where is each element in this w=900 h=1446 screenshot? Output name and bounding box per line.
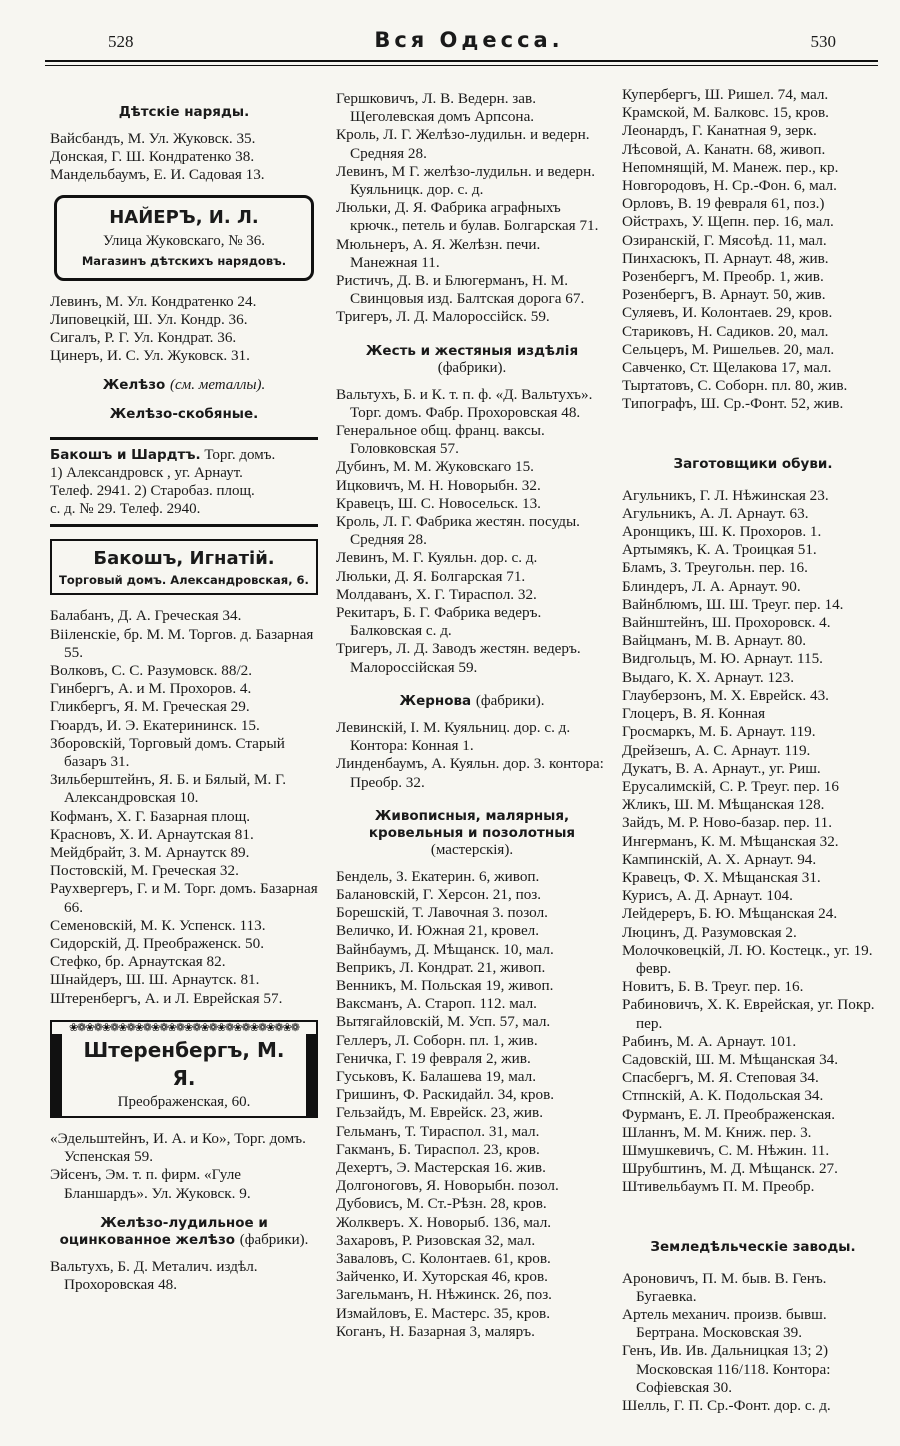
directory-entry: Генъ, Ив. Ив. Дальницкая 13; 2) Московская 116/118. Контора: Софіевская 30. (622, 1342, 831, 1396)
directory-entry: Сельцеръ, М. Ришельев. 20, мал. (622, 340, 835, 358)
ad-address: Преображенская, 60. (117, 1093, 251, 1110)
directory-entry: Эйсенъ, Эм. т. п. фирм. «Гуле Бланшардъ». Ул. Жуковск. 9. (50, 1166, 251, 1202)
directory-entry: Штивельбаумъ П. М. Преобр. (622, 1178, 815, 1196)
directory-entry: Ерусалимскій, С. Р. Треуг. пер. 16 (622, 777, 839, 795)
heading-note: (фабрики). (437, 359, 507, 376)
directory-entry: Новитъ, Б. В. Треуг. пер. 16. (622, 978, 804, 996)
heading-note: (мастерскія). (430, 841, 514, 858)
directory-entry: Гельзайдъ, М. Еврейск. 23, жив. (336, 1104, 544, 1122)
section-heading: Желѣзо-скобяные. (109, 406, 259, 423)
directory-entry: Дукатъ, В. А. Арнаут., уг. Риш. (622, 759, 821, 777)
directory-entry: Постовскій, М. Греческая 32. (50, 862, 239, 880)
entry-list (50, 607, 318, 1007)
directory-entry: Дубовисъ, М. Ст.-Рѣзн. 28, кров. (336, 1195, 547, 1213)
directory-entry: Розенбергъ, В. Арнаут. 50, жив. (622, 286, 826, 304)
directory-entry: Гликбергъ, Я. М. Греческая 29. (50, 698, 250, 716)
running-title: Вся Одесса. (374, 28, 564, 52)
entry-list (336, 90, 608, 327)
directory-entry: Бендель, З. Екатерин. 6, живоп. (336, 867, 540, 885)
directory-entry: Линденбаумъ, А. Куяльн. дор. 3. контора: Преобр. 32. (336, 755, 604, 791)
directory-entry: Кофманъ, Х. Г. Базарная площ. (50, 807, 251, 825)
directory-entry: Гришинъ, Ф. Раскидайл. 34, кров. (336, 1086, 555, 1104)
directory-entry: Гюардъ, И. Э. Екатерининск. 15. (50, 716, 260, 734)
ad-line: Телеф. 2941. 2) Старобаз. площ. (50, 483, 255, 500)
directory-entry: Сигалъ, Р. Г. Ул. Кондрат. 36. (50, 329, 237, 347)
advertisement-shterenberg (50, 1020, 318, 1118)
page-number-left: 528 (108, 32, 134, 51)
directory-entry: Жолкверъ. Х. Новорыб. 136, мал. (336, 1213, 552, 1231)
directory-entry: Гинбергъ, А. и М. Прохоров. 4. (50, 680, 252, 698)
entry-list (622, 487, 884, 1197)
directory-entry: Кроль, Л. Г. Желѣзо-лудильн. и ведерн. Средняя 28. (336, 126, 590, 162)
directory-entry: Тригеръ, Л. Д. Малороссійск. 59. (336, 308, 550, 326)
directory-entry: Вайцманъ, М. В. Арнаут. 80. (622, 632, 807, 650)
directory-entry: Вііленскіе, бр. М. М. Торгов. д. Базарная 55. (50, 625, 314, 661)
directory-entry: Пинхасюкъ, П. Арнаут. 48, жив. (622, 249, 829, 267)
ad-description: Торговый домъ. Александровская, 6. (59, 573, 309, 588)
directory-entry: Артель механич. произв. бывш. Бертрана. Московская 39. (622, 1305, 827, 1342)
directory-entry: Купербергъ, Ш. Ришел. 74, мал. (622, 86, 829, 103)
directory-entry: Агульникъ, Г. Л. Нѣжинская 23. (622, 486, 829, 504)
entry-list (50, 293, 318, 366)
directory-entry: Гакманъ, Б. Тираспол. 23, кров. (336, 1140, 540, 1158)
directory-entry: Левинскій, І. М. Куяльниц. дор. с. д. Контора: Конная 1. (336, 718, 571, 755)
directory-entry: Лѣсовой, А. Канатн. 68, живоп. (622, 140, 826, 158)
entry-list (336, 868, 608, 1341)
directory-entry: Вальтухъ, Б. и К. т. п. ф. «Д. Вальтухъ». Торг. домъ. Фабр. Прохоровская 48. (336, 385, 593, 421)
section-heading (50, 1215, 318, 1249)
directory-entry: Лейдерeръ, Б. Ю. Мѣщанская 24. (622, 905, 838, 923)
directory-entry: Тыртатовъ, С. Соборн. пл. 80, жив. (622, 377, 848, 395)
directory-entry: Мейдбрайт, З. М. Арнаутск 89. (50, 844, 250, 862)
directory-entry: Левинъ, М. Г. Куяльн. дор. с. д. (336, 549, 538, 567)
directory-entry: Орловъ, В. 19 февраля 61, поз.) (622, 195, 825, 213)
directory-entry: Гельманъ, Т. Тираспол. 31, мал. (336, 1122, 540, 1140)
directory-entry: Зайдъ, М. Р. Ново-базар. пер. 11. (622, 814, 833, 832)
directory-entry: Штеренбергъ, А. и Л. Еврейская 57. (50, 989, 283, 1007)
directory-entry: Крамской, М. Балковс. 15, кров. (622, 104, 829, 122)
section-heading (336, 693, 608, 710)
column-2 (336, 90, 608, 1341)
section-heading (336, 808, 608, 859)
heading-note (170, 377, 265, 393)
ad-name: Бакошъ и Шардтъ. (50, 447, 201, 464)
directory-entry: Леонардъ, Г. Канатная 9, зерк. (622, 122, 817, 140)
directory-entry: Мандельбаумъ, Е. И. Садовая 13. (50, 166, 265, 184)
directory-entry: Садовскій, Ш. М. Мѣщанская 34. (622, 1050, 839, 1068)
entry-list (336, 386, 608, 677)
directory-entry: Геничка, Г. 19 февраля 2, жив. (336, 1049, 531, 1067)
ad-first-line (50, 446, 318, 464)
directory-entry: Савченко, Ст. Щелакова 17, мал. (622, 359, 832, 377)
heading-text: Желѣзо (102, 377, 166, 394)
heading-text: Желѣзо-лудильное и оцинкованное желѣзо (59, 1214, 268, 1248)
directory-entry: Донская, Г. Ш. Кондратенко 38. (50, 148, 255, 166)
directory-entry: Ингерманъ, К. М. Мѣщанская 32. (622, 832, 839, 850)
directory-entry: Сидорскій, Д. Преображенск. 50. (50, 935, 265, 953)
ad-line: с. д. № 29. Телеф. 2940. (50, 501, 201, 518)
heading-note-text: (см. металлы). (170, 377, 266, 394)
directory-entry: Гершковичъ, Л. В. Ведерн. зав. Щеголевская домъ Арпсона. (336, 90, 537, 126)
directory-entry: Фурманъ, Е. Л. Преображенская. (622, 1105, 836, 1123)
directory-entry: Молочковецкій, Л. Ю. Костецк., уг. 19. февр. (622, 941, 873, 977)
section-heading: Земледѣльческіе заводы. (650, 1238, 856, 1255)
directory-entry: Загельманъ, Н. Нѣжинск. 26, поз. (336, 1286, 552, 1304)
heading-text: Живописныя, малярныя, кровельныя и позолотныя (368, 807, 576, 841)
ad-name: НАЙЕРЪ, И. Л. (109, 206, 259, 228)
directory-entry: Венникъ, М. Польская 19, живоп. (336, 976, 554, 994)
directory-entry: Измайловъ, Е. Мастерс. 35, кров. (336, 1304, 551, 1322)
directory-entry: Борешскій, Т. Лавочная 3. позол. (336, 904, 548, 922)
heading-note: (фабрики). (475, 692, 545, 709)
directory-entry: Агульникъ, А. Л. Арнаут. 63. (622, 504, 809, 522)
ornament-border-top: ❀❁❀❁❀❁❀❁❀❁❀❁❀❁❀❁❀❁❀❁❀❁❀❁❀❁❀❁ (68, 1021, 300, 1034)
directory-entry: Люльки, Д. Я. Фабрика аграфныхъ крючк., петель и булав. Болгарская 71. (336, 199, 599, 235)
heading-text: Жернова (399, 692, 472, 709)
directory-entry: Суляевъ, И. Колонтаев. 29, кров. (622, 304, 833, 322)
ad-name: Бакошъ, Игнатій. (93, 548, 275, 570)
directory-entry: Бламъ, З. Треугольн. пер. 16. (622, 559, 808, 577)
directory-entry: Озиранскій, Г. Мясоѣд. 11, мал. (622, 231, 827, 249)
directory-entry: Видгольцъ, М. Ю. Арнаут. 115. (622, 650, 823, 668)
directory-entry: Розенбергъ, М. Преобр. 1, жив. (622, 268, 824, 286)
directory-entry: Гросмаркъ, М. Б. Арнаут. 119. (622, 723, 816, 741)
directory-entry: Дехертъ, Э. Мастерская 16. жив. (336, 1158, 546, 1176)
directory-entry: Блиндеръ, Л. А. Арнаут. 90. (622, 577, 801, 595)
entry-list (50, 1258, 318, 1294)
ad-address: Улица Жуковскаго, № 36. (102, 232, 266, 249)
directory-entry: Балановскій, Г. Херсон. 21, поз. (336, 885, 542, 903)
directory-entry: Раухвергеръ, Г. и М. Торг. домъ. Базарная 66. (50, 880, 318, 916)
directory-entry: Аронщикъ, Ш. К. Прохоров. 1. (622, 523, 822, 541)
entry-list (50, 130, 318, 185)
ad-line: 1) Александровск , уг. Арнаут. (50, 465, 243, 482)
directory-entry: Вайнблюмъ, Ш. Ш. Треуг. пер. 14. (622, 595, 844, 613)
directory-entry: Долгоноговъ, Я. Новорыбн. позол. (336, 1177, 559, 1195)
directory-entry: Геллеръ, Л. Соборн. пл. 1, жив. (336, 1031, 538, 1049)
directory-entry: Выдаго, К. Х. Арнаут. 123. (622, 668, 795, 686)
directory-entry: Шелль, Г. П. Ср.-Фонт. дор. с. д. (622, 1397, 831, 1414)
directory-entry: Вайнбаумъ, Д. Мѣщанск. 10, мал. (336, 940, 554, 958)
directory-entry: Семеновскій, М. К. Успенск. 113. (50, 916, 266, 934)
section-heading: Заготовщики обуви. (673, 455, 833, 472)
entry-list (622, 1270, 884, 1416)
column-1 (50, 92, 318, 1294)
header-rule-thick (45, 60, 878, 62)
column-3 (622, 86, 884, 1415)
directory-entry: Шмушкевичъ, С. М. Нѣжин. 11. (622, 1141, 830, 1159)
ad-lines (50, 464, 318, 518)
heading-note: (фабрики). (239, 1231, 309, 1248)
entry-list (622, 86, 884, 414)
directory-entry: Левинъ, М Г. желѣзо-лудильн. и ведерн. Куяльницк. дор. с. д. (336, 162, 596, 199)
directory-entry: Вытягайловскій, М. Усп. 57, мал. (336, 1013, 551, 1031)
directory-entry: Рабинъ, М. А. Арнаут. 101. (622, 1032, 797, 1050)
directory-entry: Зборовскій, Торговый домъ. Старый базаръ 31. (50, 734, 285, 771)
heading-text: Жесть и жестяныя издѣлія (365, 342, 579, 359)
directory-entry: Шнайдеръ, Ш. Ш. Арнаутск. 81. (50, 971, 260, 989)
directory-entry: Вайсбандъ, М. Ул. Жуковск. 35. (50, 130, 256, 147)
directory-entry: Коганъ, Н. Базарная 3, маляръ. (336, 1322, 535, 1340)
directory-entry: Вaксманъ, А. Староп. 112. мал. (336, 995, 537, 1013)
section-heading (336, 343, 608, 377)
directory-entry: Стариковъ, Н. Садиков. 20, мал. (622, 322, 829, 340)
directory-entry: Заваловъ, С. Колонтаев. 61, кров. (336, 1249, 551, 1267)
directory-entry: Рекитаръ, Б. Г. Фабрика ведеръ. Балковская с. д. (336, 604, 542, 640)
directory-entry: Люльки, Д. Я. Болгарская 71. (336, 567, 526, 585)
page-number-right: 530 (810, 32, 836, 51)
directory-entry: Левинъ, М. Ул. Кондратенко 24. (50, 292, 257, 310)
advertisement-bakosh-shardt (50, 437, 318, 527)
directory-entry: Курисъ, А. Д. Арнаут. 104. (622, 887, 793, 905)
directory-entry: Кравецъ, Ф. Х. Мѣщанская 31. (622, 868, 821, 886)
directory-entry: Величко, И. Южная 21, кровел. (336, 922, 540, 940)
header-rule-thin (45, 65, 878, 66)
entry-list (50, 1130, 318, 1203)
directory-entry: Волковъ, С. С. Разумовск. 88/2. (50, 662, 253, 680)
directory-entry: Цинеръ, И. С. Ул. Жуковск. 31. (50, 347, 250, 365)
directory-entry: Новгородовъ, Н. Ср.-Фон. 6, мал. (622, 177, 837, 195)
directory-entry: Вайнштейнъ, Ш. Прохоровск. 4. (622, 614, 831, 632)
directory-entry: Глоцеръ, В. Я. Конная (622, 705, 766, 723)
directory-entry: Шланнъ, М. М. Книж. пер. 3. (622, 1123, 812, 1141)
directory-entry: Ицковичъ, М. Н. Новорыбн. 32. (336, 476, 541, 494)
directory-entry: Кампинскій, А. Х. Арнаут. 94. (622, 850, 817, 868)
page-header (60, 26, 878, 62)
directory-entry: Непомнящій, М. Манеж. пер., кр. (622, 158, 839, 176)
section-heading (50, 377, 318, 394)
directory-entry: Дрейзешъ, А. С. Арнаут. 119. (622, 741, 811, 759)
directory-entry: Красновъ, Х. И. Арнаутская 81. (50, 825, 254, 843)
directory-entry: Молдаванъ, Х. Г. Тираспол. 32. (336, 585, 537, 603)
directory-entry: Зильберштейнъ, Я. Б. и Бялый, М. Г. Александровская 10. (50, 771, 287, 807)
advertisement-bakosh-ignatiy (50, 539, 318, 595)
directory-entry: Дубинъ, М. М. Жуковскаго 15. (336, 458, 534, 476)
directory-entry: Кроль, Л. Г. Фабрика жестян. посуды. Средняя 28. (336, 513, 580, 549)
directory-entry: Мюльнеръ, А. Я. Желѣзн. печи. Манежная 11. (336, 235, 541, 271)
section-heading: Дѣтскіе наряды. (118, 104, 250, 120)
ad-name: Штеренбергъ, М. Я. (83, 1037, 285, 1090)
directory-entry: Вальтухъ, Б. Д. Металич. издѣл. Прохоровская 48. (50, 1257, 258, 1293)
directory-entry: Стефко, бр. Арнаутская 82. (50, 953, 226, 971)
entry-list (336, 719, 608, 792)
directory-entry: Гуськовъ, К. Балашева 19, мал. (336, 1067, 537, 1085)
ad-description: Магазинъ дѣтскихъ нарядовъ. (81, 253, 287, 268)
directory-entry: Шрубштинъ, М. Д. Мѣщанск. 27. (622, 1160, 838, 1178)
directory-entry: Стпнскій, А. К. Подольская 34. (622, 1087, 824, 1105)
directory-entry: Кравецъ, Ш. С. Новосельск. 13. (336, 494, 541, 512)
directory-entry: Ароновичъ, П. М. быв. В. Генъ. Бугаевка. (622, 1269, 827, 1305)
directory-entry: Жликъ, Ш. М. Мѣщанская 128. (622, 796, 825, 814)
directory-entry: Балабанъ, Д. А. Греческая 34. (50, 607, 242, 625)
directory-entry: Ристичъ, Д. В. и Блюгерманъ, Н. М. Свинцовыя изд. Балтская дорога 67. (336, 272, 585, 308)
advertisement-naier (54, 195, 314, 281)
directory-entry: Тригеръ, Л. Д. Заводъ жестян. ведеръ. Малороссійская 59. (336, 640, 581, 676)
directory-entry: «Эдельштейнъ, И. А. и Ко», Торг. домъ. Успенская 59. (50, 1129, 306, 1166)
directory-entry: Глауберзонъ, М. Х. Еврейск. 43. (622, 686, 829, 704)
directory-entry: Генеральное общ. франц. ваксы. Головковская 57. (336, 422, 545, 458)
directory-entry: Спасбергъ, М. Я. Степовая 34. (622, 1069, 819, 1087)
directory-entry: Люцинъ, Д. Разумовская 2. (622, 923, 797, 941)
directory-entry: Зайченко, И. Хуторская 46, кров. (336, 1268, 548, 1286)
directory-entry: Рабиновичъ, Х. К. Еврейская, уг. Покр. пер. (622, 996, 875, 1032)
directory-entry: Типографъ, Ш. Ср.-Фонт. 52, жив. (622, 395, 844, 413)
directory-entry: Захаровъ, Р. Ризовская 32, мал. (336, 1231, 536, 1249)
directory-entry: Веприкъ, Л. Кондрат. 21, живоп. (336, 958, 546, 976)
directory-entry: Ойстрахъ, У. Щепн. пер. 16, мал. (622, 213, 834, 231)
directory-entry: Липовецкій, Ш. Ул. Кондр. 36. (50, 310, 248, 328)
ad-inner (52, 1034, 316, 1116)
ad-name-suffix: Торг. домъ. (200, 447, 276, 464)
directory-entry: Артымякъ, К. А. Троицкая 51. (622, 541, 817, 559)
